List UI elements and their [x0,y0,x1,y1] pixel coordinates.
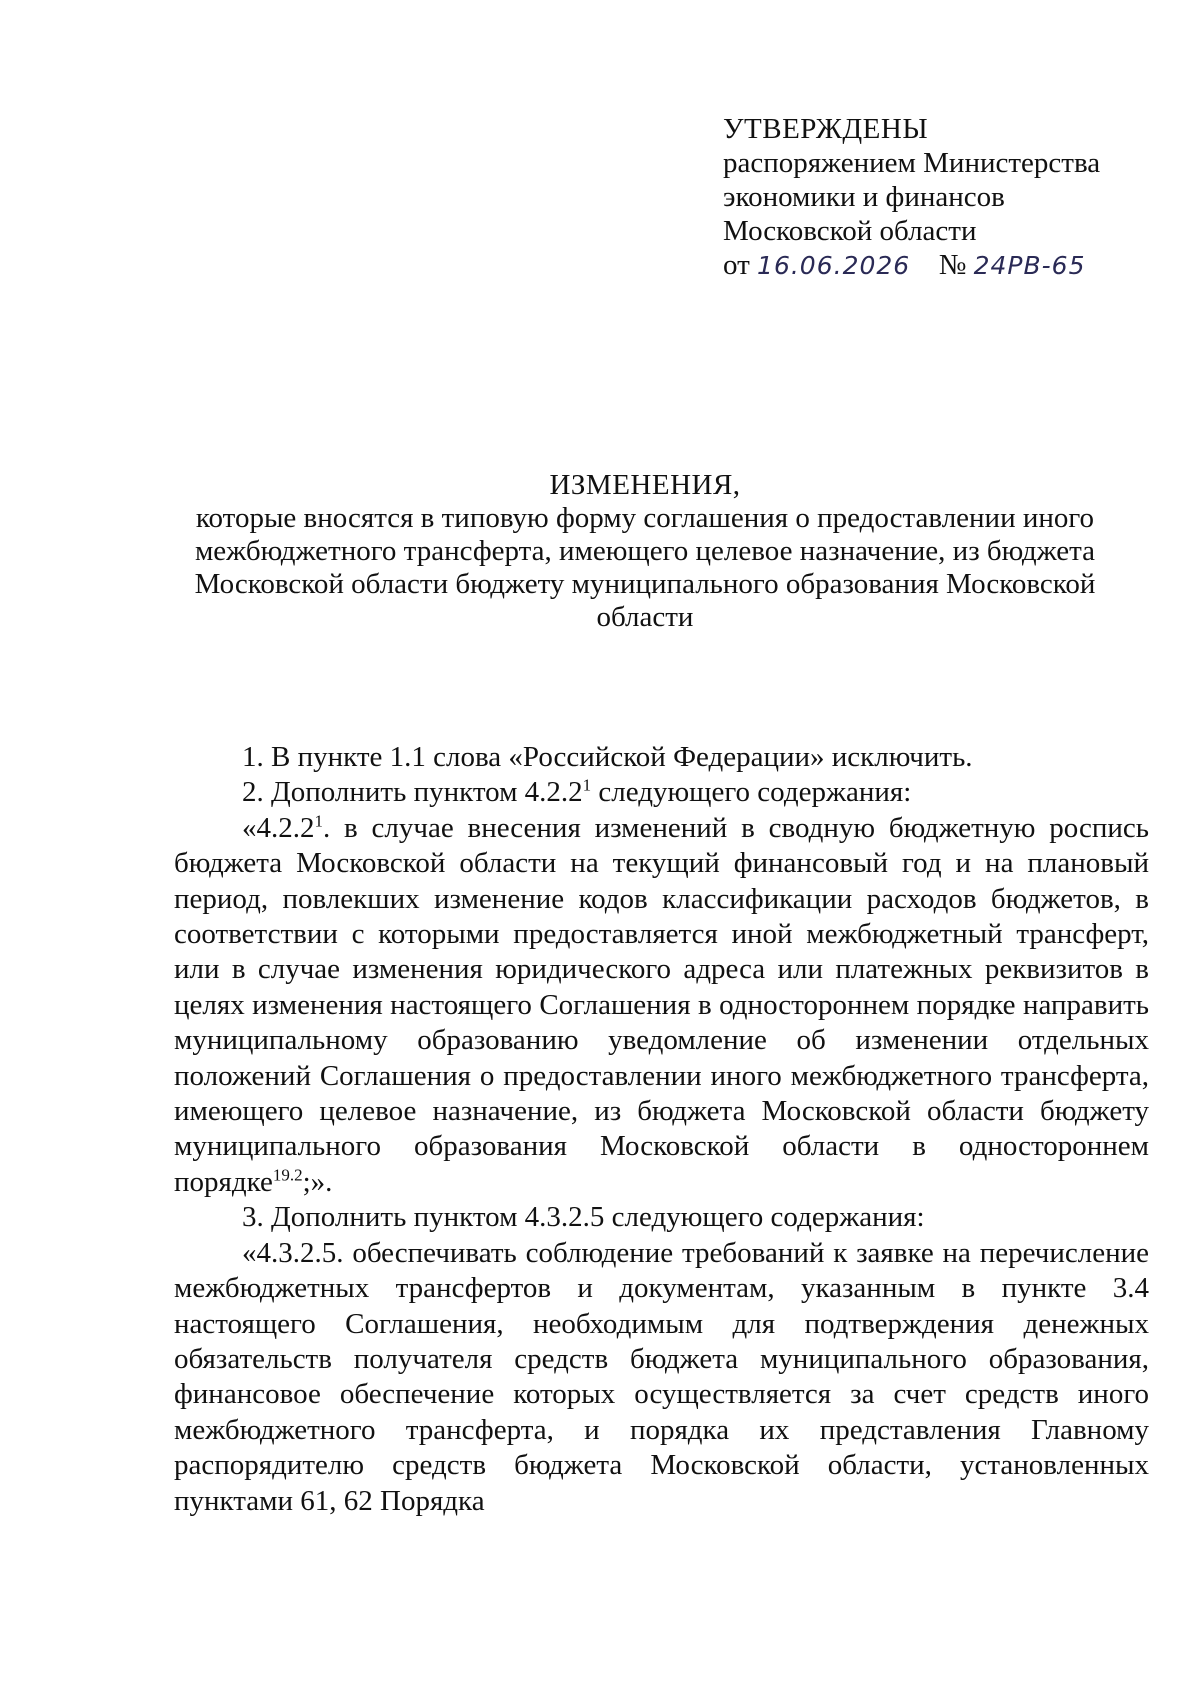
paragraph-quote-4-3-2-5: «4.3.2.5. обеспечивать соблюдение требований к заявке на перечисление межбюджетных трансфертов и документам, указанным в пункте 3.4 настоящего Соглашения, необходимым для подтверждения денежных обязательств получателя средств бюджета муниципального образования, финансовое обеспечение которых осуществляется за счет средств иного межбюджетного трансферта, и порядка их представления Главному распорядителю средств бюджета Московской области, установленных пунктами 61, 62 Порядка [174,1236,1149,1517]
document-title: ИЗМЕНЕНИЯ, [549,469,741,501]
approval-heading: УТВЕРЖДЕНЫ [723,113,929,145]
footnote-reference: 19.2 [272,1165,303,1185]
paragraph-item-2: 2. Дополнить пунктом 4.2.2$^1$ следующего содержания: [242,775,912,809]
approval-stamp-block [723,112,1163,283]
approval-line-1: распоряжением Министерства [723,147,1101,179]
handwritten-date: 16.06.2026 [757,251,911,280]
document-body [174,740,1149,1519]
number-prefix: № [938,249,967,281]
paragraph-item-3: 3. Дополнить пунктом 4.3.2.5 следующего содержания: [242,1201,925,1234]
paragraph-quote-4-2-2: «4.2.2$^1$. в случае внесения изменений в сводную бюджетную роспись бюджета Московской области на текущий финансовый год и на плановый период, повлекших изменение кодов классификации расходов бюджетов, в соответствии с которыми предоставляется иной межбюджетный трансферт, или в случае изменения юридического адреса или платежных реквизитов в целях изменения настоящего Соглашения в одностороннем порядке направить муниципальному образованию уведомление об изменении отдельных положений Соглашения о предоставлении иного межбюджетного трансферта, имеющего целевое назначение, из бюджета Московской области бюджету муниципального образования Московской области в одностороннем порядке$^{19.2}$;». [174,811,1149,1198]
superscript: 1 [314,811,323,831]
document-title-block [175,469,1115,634]
superscript: 1 [582,775,592,795]
approval-line-2: экономики и финансов [723,181,1005,213]
date-prefix: от [723,249,750,281]
document-subtitle: которые вносятся в типовую форму соглашения о предоставлении иного межбюджетного трансферта, имеющего целевое назначение, из бюджета Московской области бюджету муниципального образования Московской области [194,502,1096,633]
approval-date-line [723,248,1163,283]
approval-line-3: Московской области [723,215,977,247]
paragraph-item-1: 1. В пункте 1.1 слова «Российской Федерации» исключить. [242,741,973,773]
handwritten-number: 24РВ-65 [973,251,1086,280]
